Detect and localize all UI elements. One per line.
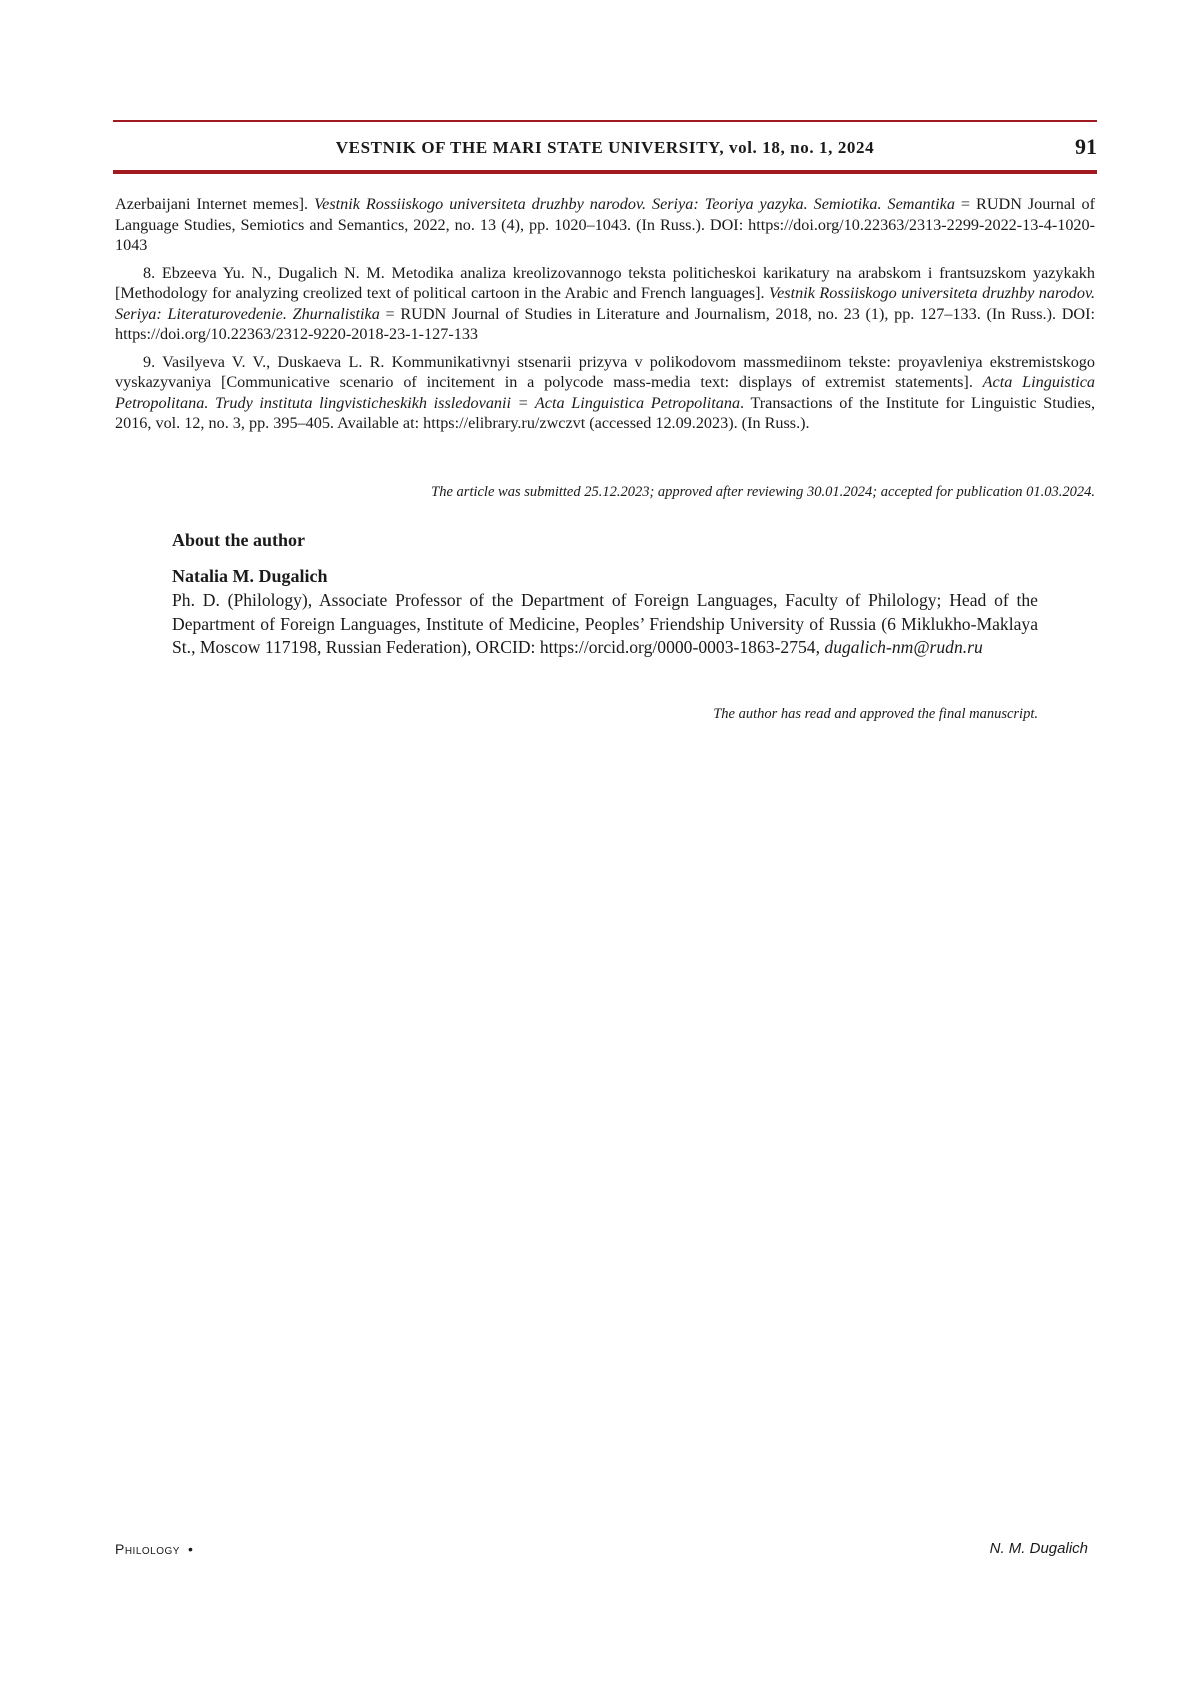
about-author-heading: About the author — [172, 530, 306, 550]
reference-7-continued: Azerbaijani Internet memes]. Vestnik Rossiiskogo universiteta druzhby narodov. Seriya: Teoriya yazyka. Semiotika. Semantika = RUDN Journal of Language Studies, Semiotics and Semantics, 2022, no. 13 (4), pp. 1020–1043. (In Russ.). DOI: https://doi.org/10.22363/2313-2299-2022-13-4-1020-1043 — [115, 195, 1095, 254]
about-author-section — [172, 530, 1038, 660]
manuscript-approval-note: The author has read and approved the final manuscript. — [713, 706, 1038, 722]
header-top-rule — [113, 120, 1097, 122]
footer-section-label: Philology • — [115, 1541, 194, 1557]
author-name: Natalia M. Dugalich — [172, 566, 328, 586]
author-bio: Ph. D. (Philology), Associate Professor of the Department of Foreign Languages, Faculty of Philology; Head of the Department of Foreign Languages, Institute of Medicine, Peoples’ Friendship University of Russia (6 Miklukho-Maklaya St., Moscow 117198, Russian Federation), ORCID: https://orcid.org/0000-0003-1863-2754, dugalich-nm@rudn.ru — [172, 590, 1038, 657]
reference-9: 9. Vasilyeva V. V., Duskaeva L. R. Kommunikativnyi stsenarii prizyva v polikodovom massmediinom tekste: proyavleniya ekstremistskogo vyskazyvaniya [Communicative scenario of incitement in a polycode mass-media text: displays of extremist statements]. Acta Linguistica Petropolitana. Trudy instituta lingvisticheskikh issledovanii = Acta Linguistica Petropolitana. Transactions of the Institute for Linguistic Studies, 2016, vol. 12, no. 3, pp. 395–405. Available at: https://elibrary.ru/zwczvt (accessed 12.09.2023). (In Russ.). — [115, 352, 1095, 432]
page-number: 91 — [1075, 134, 1097, 159]
references-list — [115, 194, 1095, 441]
header-bottom-rule — [113, 170, 1097, 174]
bullet-icon: • — [187, 1541, 194, 1557]
reference-8: 8. Ebzeeva Yu. N., Dugalich N. M. Metodika analiza kreolizovannogo teksta politicheskoi karikatury na arabskom i frantsuzskom yazykakh [Methodology for analyzing creolized text of political cartoon in the Arabic and French languages]. Vestnik Rossiiskogo universiteta druzhby narodov. Seriya: Literaturovedenie. Zhurnalistika = RUDN Journal of Studies in Literature and Journalism, 2018, no. 23 (1), pp. 127–133. (In Russ.). DOI: https://doi.org/10.22363/2312-9220-2018-23-1-127-133 — [115, 263, 1095, 343]
footer-author: N. M. Dugalich — [989, 1540, 1088, 1557]
author-email-link[interactable]: dugalich-nm@rudn.ru — [824, 637, 983, 657]
journal-running-head: VESTNIK OF THE MARI STATE UNIVERSITY, vol. 18, no. 1, 2024 — [335, 138, 875, 157]
submission-dates-note: The article was submitted 25.12.2023; approved after reviewing 30.01.2024; accepted for publication 01.03.2024. — [431, 484, 1095, 500]
